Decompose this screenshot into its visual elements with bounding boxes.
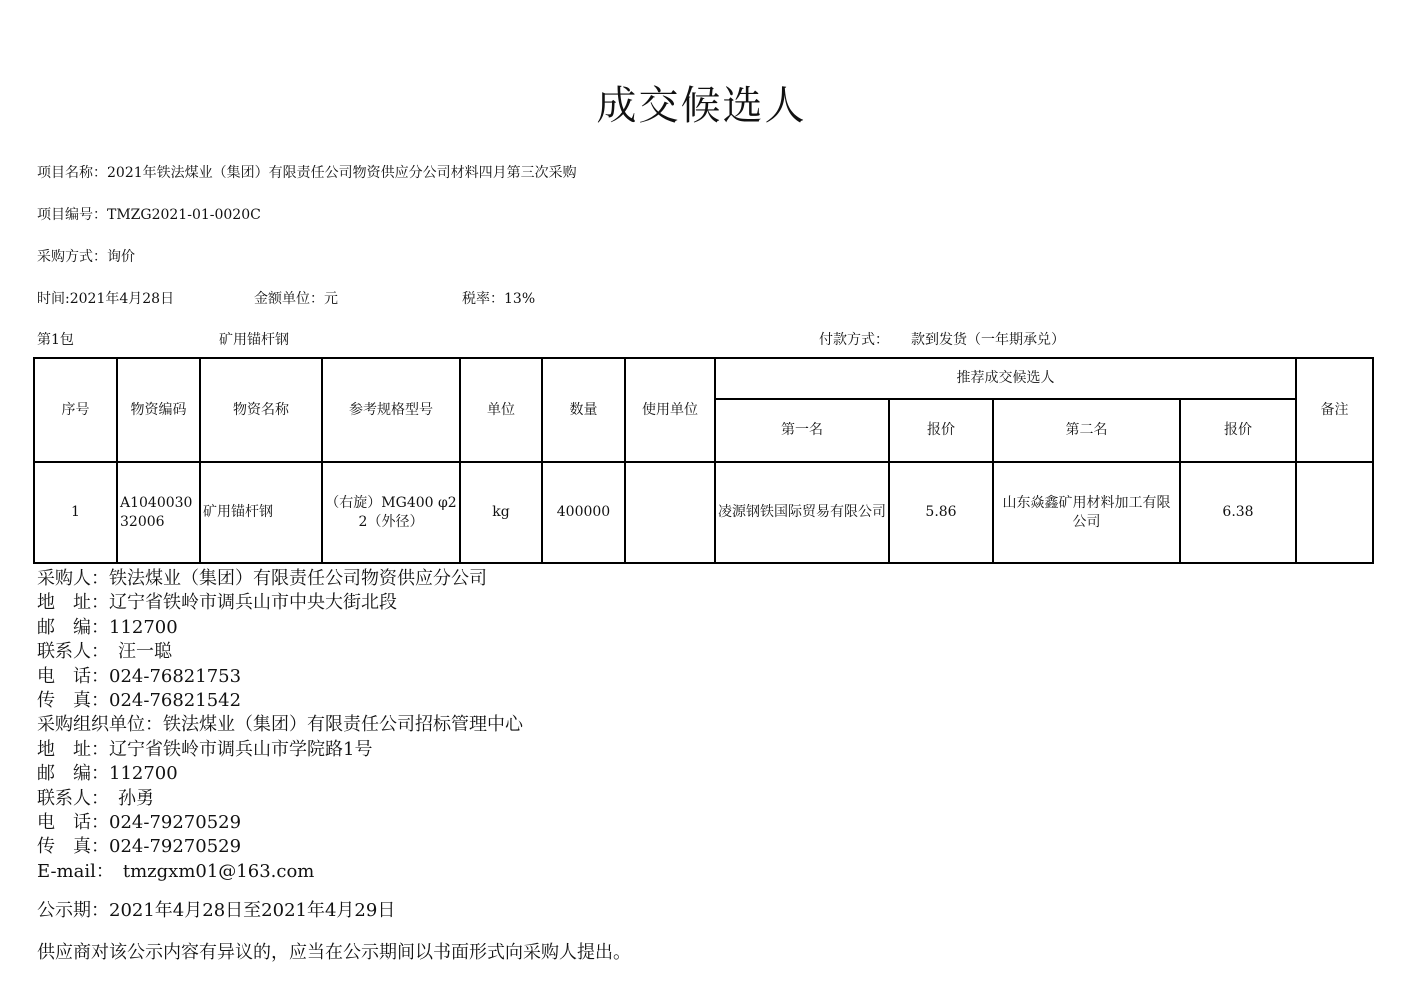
package-name: 矿用锚杆钢 xyxy=(219,332,289,348)
agency-name: 采购组织单位：铁法煤业（集团）有限责任公司招标管理中心 xyxy=(37,714,523,736)
candidate-table xyxy=(33,357,1374,564)
notice-period: 公示期：2021年4月28日至2021年4月29日 xyxy=(37,900,396,921)
payment-value: 款到发货（一年期承兑） xyxy=(911,332,1065,348)
table-header-row xyxy=(34,358,1373,399)
cell-remark xyxy=(1296,462,1373,563)
buyer-postcode: 邮 编：112700 xyxy=(37,616,178,638)
cell-code: A104003032006 xyxy=(117,462,200,563)
buyer-contact: 联系人： 汪一聪 xyxy=(37,641,172,663)
cell-price1: 5.86 xyxy=(889,462,993,563)
cell-name: 矿用锚杆钢 xyxy=(200,462,322,563)
cell-spec: （右旋）MG400 φ22（外径） xyxy=(322,462,460,563)
agency-fax: 传 真：024-79270529 xyxy=(37,836,242,858)
header-price1: 报价 xyxy=(889,399,993,462)
notice-time: 时间:2021年4月28日 xyxy=(37,291,175,307)
buyer-fax: 传 真：024-76821542 xyxy=(37,690,242,712)
cell-second: 山东焱鑫矿用材料加工有限公司 xyxy=(993,462,1180,563)
contact-block xyxy=(37,567,523,884)
header-user: 使用单位 xyxy=(625,358,715,462)
cell-unit: kg xyxy=(460,462,542,563)
agency-phone: 电 话：024-79270529 xyxy=(37,812,242,834)
project-name: 项目名称：2021年铁法煤业（集团）有限责任公司物资供应分公司材料四月第三次采购 xyxy=(37,165,577,181)
header-code: 物资编码 xyxy=(117,358,200,462)
cell-seq: 1 xyxy=(34,462,117,563)
agency-contact: 联系人： 孙勇 xyxy=(37,787,154,809)
objection-note: 供应商对该公示内容有异议的，应当在公示期间以书面形式向采购人提出。 xyxy=(37,942,631,963)
header-seq: 序号 xyxy=(34,358,117,462)
header-name: 物资名称 xyxy=(200,358,322,462)
cell-qty: 400000 xyxy=(542,462,625,563)
page-title: 成交候选人 xyxy=(596,83,807,129)
header-remark: 备注 xyxy=(1296,358,1373,462)
header-price2: 报价 xyxy=(1180,399,1296,462)
header-recommend: 推荐成交候选人 xyxy=(715,358,1296,399)
amount-unit: 金额单位：元 xyxy=(254,291,338,307)
header-unit: 单位 xyxy=(460,358,542,462)
project-code: 项目编号：TMZG2021-01-0020C xyxy=(37,207,261,223)
header-qty: 数量 xyxy=(542,358,625,462)
buyer-name: 采购人：铁法煤业（集团）有限责任公司物资供应分公司 xyxy=(37,568,487,589)
purchase-method: 采购方式：询价 xyxy=(37,249,135,265)
package-number: 第1包 xyxy=(37,332,74,348)
buyer-phone: 电 话：024-76821753 xyxy=(37,665,242,687)
cell-price2: 6.38 xyxy=(1180,462,1296,563)
header-first: 第一名 xyxy=(715,399,889,462)
cell-user xyxy=(625,462,715,563)
table-row xyxy=(34,462,1373,563)
tax-rate: 税率：13% xyxy=(462,291,536,307)
agency-email: E-mail： tmzgxm01@163.com xyxy=(37,860,315,882)
agency-address: 地 址：辽宁省铁岭市调兵山市学院路1号 xyxy=(37,738,373,760)
header-second: 第二名 xyxy=(993,399,1180,462)
agency-postcode: 邮 编：112700 xyxy=(37,763,178,785)
header-spec: 参考规格型号 xyxy=(322,358,460,462)
payment-label: 付款方式： xyxy=(819,332,889,348)
buyer-address: 地 址：辽宁省铁岭市调兵山市中央大街北段 xyxy=(37,592,397,614)
cell-first: 凌源钢铁国际贸易有限公司 xyxy=(715,462,889,563)
